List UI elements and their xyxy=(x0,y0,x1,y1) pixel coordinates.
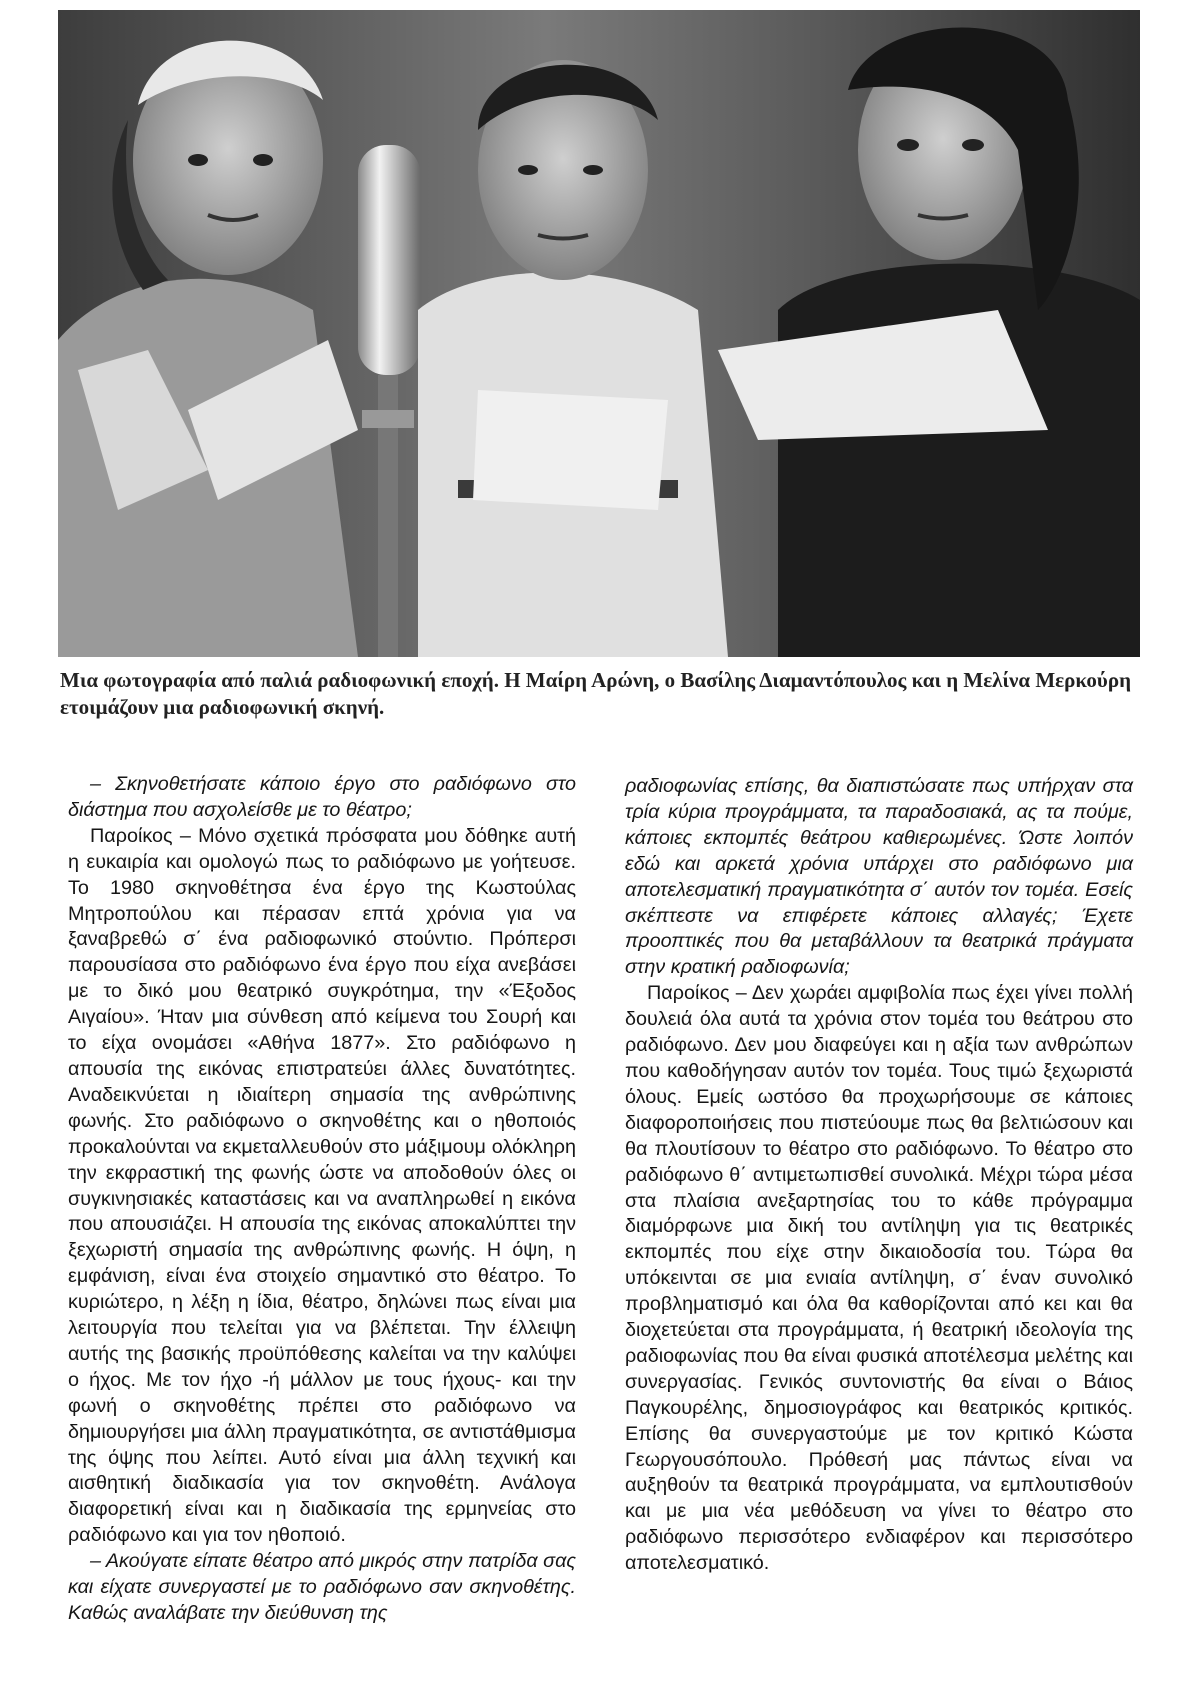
answer-paragraph: Παροίκος – Μόνο σχετικά πρόσφατα μου δόθηκε αυτή η ευκαιρία και ομολογώ πως το ραδιόφωνο με γοήτευσε. Το 1980 σκηνοθέτησα ένα έργο της Κωστούλας Μητροπούλου και πέρασαν επτά χρόνια για να ξαναβρεθώ σ΄ ένα ραδιοφωνικό στούντιο. Πρόπερσι παρουσίασα στο ραδιόφωνο ένα έργο που είχα ανεβάσει με το δικό μου θεατρικό συγκρότημα, την «Έξοδος Αιγαίου». Ήταν μια σύνθεση από κείμενα του Σουρή και το είχα ονομάσει «Αθήνα 1877». Στο ραδιόφωνο η απουσία της εικόνας επιστρατεύει άλλες δυνατότητες. Αναδεικνύεται η ιδιαίτερη σημασία της ανθρώπινης φωνής. Στο ραδιόφωνο ο σκηνοθέτης και ο ηθοποιός προκαλούνται να εκμεταλλευθούν στο μάξιμουμ ολόκληρη την εκφραστική της φωνής ώστε να αποδοθούν όλες οι συγκινησιακές καταστάσεις και να αναπληρωθεί η εικόνα που απουσιάζει. Η απουσία της εικόνας αποκαλύπτει την ξεχωριστή σημασία της ανθρώπινης φωνής. Η όψη, η εμφάνιση, είναι ένα στοιχείο σημαντικό στο θέατρο. Το κυριώτερο, η λέξη η ίδια, θέατρο, δηλώνει πως είναι μια λειτουργία που τελείται για να βλέπεται. Την έλλειψη αυτής της βασικής προϋπόθεσης καλείται να την καλύψει ο ήχος. Με τον ήχο -ή μάλλον με τους ήχους- και την φωνή ο σκηνοθέτης πρέπει στο ραδιόφωνο να δημιουργήσει μια άλλη πραγματικότητα, σε αντιστάθμισμα της όψης που λείπει. Αυτό είναι μια άλλη τεχνική και αισθητική διαδικασία για τον σκηνοθέτη. Ανάλογα διαφορετική είναι και η διαδικασία της ερμηνείας στο ραδιόφωνο και για τον ηθοποιό. xyxy=(68,824,576,1547)
answer-paragraph: Παροίκος – Δεν χωράει αμφιβολία πως έχει γίνει πολλή δουλειά όλα αυτά τα χρόνια στον τομέα του θεάτρου στο ραδιόφωνο. Δεν μου διαφεύγει και η αξία των ανθρώπων που καθοδήγησαν αυτόν τον τομέα. Τους τιμώ ξεχωριστά όλους. Εμείς ωστόσο θα προχωρήσουμε σε κάποιες διαφοροποιήσεις που πιστεύουμε πως θα βελτιώσουν και θα πλουτίσουν το θέατρο στο ραδιόφωνο. Το θέατρο στο ραδιόφωνο θ΄ αντιμετωπισθεί συνολικά. Μέχρι τώρα μέσα στα πλαίσια ανεξαρτησίας του το κάθε πρόγραμμα διαμόρφωνε μια δική του αντίληψη για τις θεατρικές εκπομπές που είχε στην δικαιοδοσία του. Τώρα θα υπόκεινται σε μια ενιαία αντίληψη, σ΄ έναν συνολικό προβληματισμό και όλα θα καθορίζονται από κει και θα διοχετεύεται στα προγράμματα, ή θεατρική ιδεολογία της ραδιοφωνίας που θα είναι φυσικά αποτέλεσμα μελέτης και συνεργασίας. Γενικός συντονιστής θα είναι ο Βάιος Παγκουρέλης, δημοσιογράφος και θεατρικός κριτικός. Επίσης θα συνεργαστούμε με τον κριτικό Κώστα Γεωργουσόπουλο. Πρόθεσή μας πάντως είναι να αυξηθούν τα θεατρικά προγράμματα, να εμπλουτισθούν και με μια νέα μεθόδευση να γίνει το θέατρο στο ραδιόφωνο περισσότερο ενδιαφέρον και περισσότερο αποτελεσματικό. xyxy=(625,982,1133,1575)
photograph-icon xyxy=(58,10,1140,657)
article-left-column xyxy=(68,772,576,1627)
question-paragraph: – Σκηνοθετήσατε κάποιο έργο στο ραδιόφωνο στο διάστημα που ασχολείσθε με το θέατρο; xyxy=(68,773,576,821)
photo-caption: Μια φωτογραφία από παλιά ραδιοφωνική εποχή. Η Μαίρη Αρώνη, ο Βασίλης Διαμαντόπουλος και η Μελίνα Μερκούρη ετοιμάζουν μια ραδιοφωνική σκηνή. xyxy=(60,668,1131,719)
question-paragraph: – Ακούγατε είπατε θέατρο από μικρός στην πατρίδα σας και είχατε συνεργαστεί με το ραδιόφωνο σαν σκηνοθέτης. Καθώς αναλάβατε την διεύθυνση της xyxy=(68,1550,576,1624)
historical-radio-photo xyxy=(58,10,1140,657)
article-right-column xyxy=(625,774,1133,1577)
question-paragraph: ραδιοφωνίας επίσης, θα διαπιστώσατε πως υπήρχαν στα τρία κύρια προγράμματα, τα παραδοσιακά, ας τα πούμε, κάποιες εκπομπές θεάτρου καθιερωμένες. Ώστε λοιπόν εδώ και αρκετά χρόνια υπάρχει στο ραδιόφωνο μια αποτελεσματική πραγματικότητα σ΄ αυτόν τον τομέα. Εσείς σκέπτεστε να επιφέρετε κάποιες αλλαγές; Έχετε προοπτικές που θα μεταβάλλουν τα θεατρικά πράγματα στην κρατική ραδιοφωνία; xyxy=(625,775,1133,979)
